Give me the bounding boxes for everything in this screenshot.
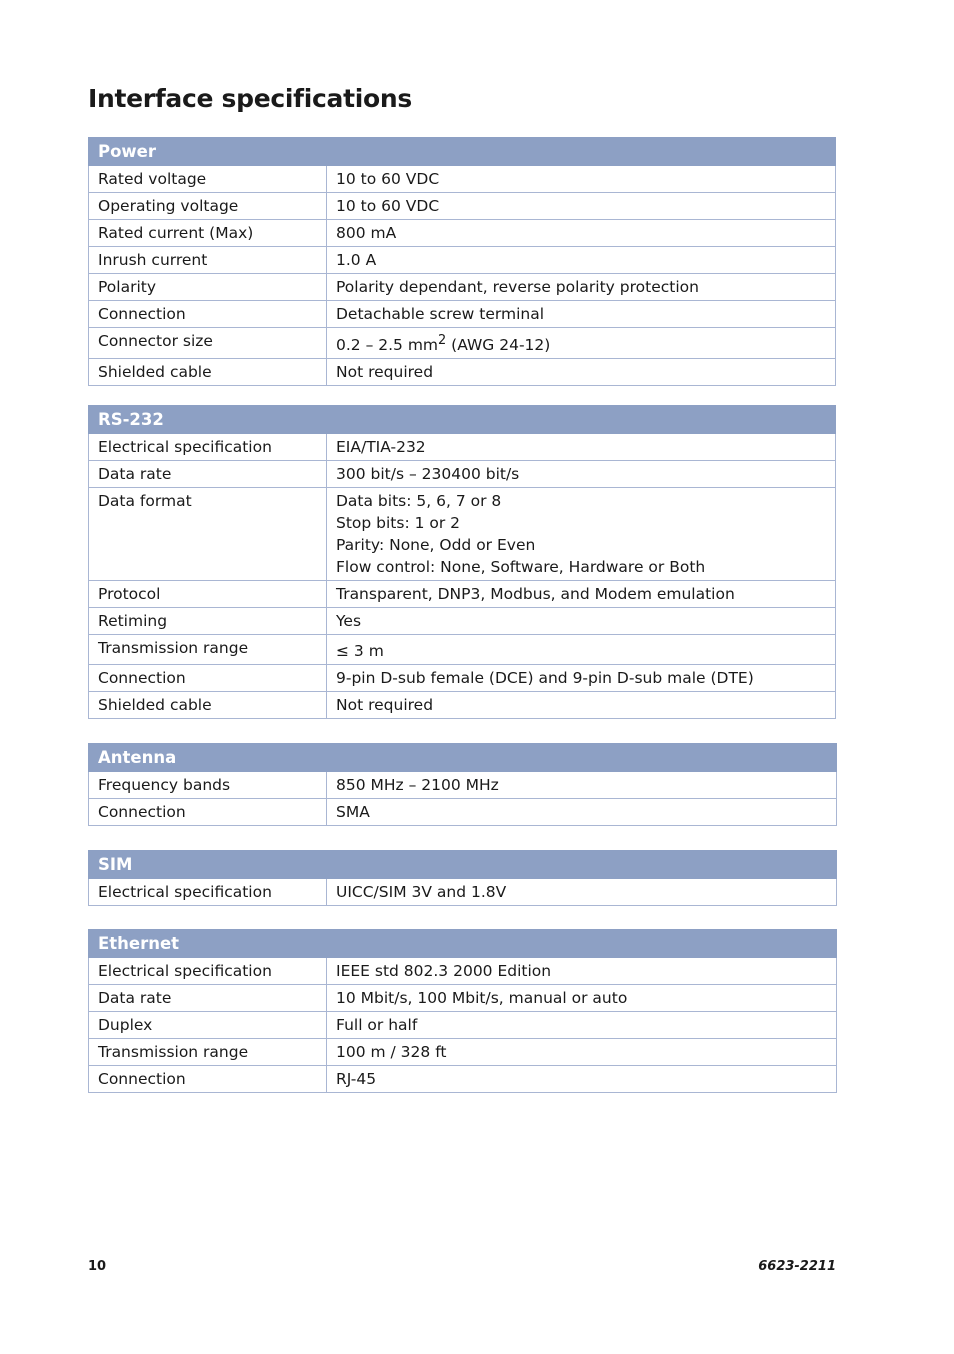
table-row bbox=[89, 665, 836, 692]
page-number: 10 bbox=[88, 1259, 107, 1274]
spec-value: ≤ 3 m bbox=[327, 635, 836, 665]
spec-label: Rated current (Max) bbox=[89, 220, 327, 247]
section-header-ethernet: Ethernet bbox=[89, 930, 837, 958]
spec-label: Shielded cable bbox=[89, 359, 327, 386]
spec-value: EIA/TIA-232 bbox=[327, 434, 836, 461]
value-line: Stop bits: 1 or 2 bbox=[336, 514, 461, 532]
spec-value: 850 MHz – 2100 MHz bbox=[327, 772, 837, 799]
spec-label: Data rate bbox=[89, 461, 327, 488]
section-header-rs232: RS-232 bbox=[89, 406, 836, 434]
spec-value: SMA bbox=[327, 799, 837, 826]
spec-label: Connection bbox=[89, 799, 327, 826]
antenna-table bbox=[88, 743, 837, 826]
table-row bbox=[89, 359, 836, 386]
spec-value: IEEE std 802.3 2000 Edition bbox=[327, 958, 837, 985]
spec-label: Retiming bbox=[89, 608, 327, 635]
spec-label: Polarity bbox=[89, 274, 327, 301]
spec-label: Transmission range bbox=[89, 1039, 327, 1066]
value-line: Parity: None, Odd or Even bbox=[336, 536, 536, 554]
spec-value: 800 mA bbox=[327, 220, 836, 247]
spec-value: 300 bit/s – 230400 bit/s bbox=[327, 461, 836, 488]
table-row bbox=[89, 799, 837, 826]
value-text: 0.2 – 2.5 mm bbox=[336, 336, 439, 355]
table-row bbox=[89, 635, 836, 665]
spec-label: Shielded cable bbox=[89, 692, 327, 719]
table-row bbox=[89, 1039, 837, 1066]
document-number: 6623-2211 bbox=[758, 1259, 836, 1274]
power-table bbox=[88, 137, 836, 386]
value-line: Data bits: 5, 6, 7 or 8 bbox=[336, 492, 502, 510]
spec-value bbox=[327, 488, 836, 581]
spec-label: Data rate bbox=[89, 985, 327, 1012]
spec-label: Protocol bbox=[89, 581, 327, 608]
value-text: (AWG 24-12) bbox=[446, 336, 551, 355]
sim-table bbox=[88, 850, 837, 906]
spec-value: 10 to 60 VDC bbox=[327, 166, 836, 193]
table-row bbox=[89, 1066, 837, 1093]
spec-label: Data format bbox=[89, 488, 327, 581]
spec-value: 1.0 A bbox=[327, 247, 836, 274]
table-row bbox=[89, 772, 837, 799]
table-row bbox=[89, 461, 836, 488]
table-row bbox=[89, 958, 837, 985]
spec-value bbox=[327, 328, 836, 359]
spec-value: Not required bbox=[327, 359, 836, 386]
spec-value: 100 m / 328 ft bbox=[327, 1039, 837, 1066]
spec-value: Detachable screw terminal bbox=[327, 301, 836, 328]
table-row bbox=[89, 247, 836, 274]
spec-label: Rated voltage bbox=[89, 166, 327, 193]
spec-label: Electrical specification bbox=[89, 958, 327, 985]
section-header-sim: SIM bbox=[89, 851, 837, 879]
table-row bbox=[89, 274, 836, 301]
spec-label: Frequency bands bbox=[89, 772, 327, 799]
spec-label: Electrical specification bbox=[89, 434, 327, 461]
spec-value: 10 Mbit/s, 100 Mbit/s, manual or auto bbox=[327, 985, 837, 1012]
table-row bbox=[89, 220, 836, 247]
section-header-power: Power bbox=[89, 138, 836, 166]
table-row bbox=[89, 434, 836, 461]
spec-value: Yes bbox=[327, 608, 836, 635]
spec-label: Electrical specification bbox=[89, 879, 327, 906]
spec-value: Full or half bbox=[327, 1012, 837, 1039]
spec-value: Not required bbox=[327, 692, 836, 719]
spec-label: Connector size bbox=[89, 328, 327, 359]
spec-label: Connection bbox=[89, 665, 327, 692]
section-header-antenna: Antenna bbox=[89, 744, 837, 772]
spec-value: Polarity dependant, reverse polarity protection bbox=[327, 274, 836, 301]
table-row bbox=[89, 301, 836, 328]
table-row bbox=[89, 985, 837, 1012]
spec-value: UICC/SIM 3V and 1.8V bbox=[327, 879, 837, 906]
rs232-table bbox=[88, 405, 836, 719]
table-row bbox=[89, 328, 836, 359]
spec-value: 10 to 60 VDC bbox=[327, 193, 836, 220]
spec-value: 9-pin D-sub female (DCE) and 9-pin D-sub male (DTE) bbox=[327, 665, 836, 692]
spec-label: Connection bbox=[89, 301, 327, 328]
table-row bbox=[89, 488, 836, 581]
spec-label: Connection bbox=[89, 1066, 327, 1093]
spec-value: Transparent, DNP3, Modbus, and Modem emulation bbox=[327, 581, 836, 608]
table-row bbox=[89, 608, 836, 635]
page-title: Interface specifications bbox=[88, 84, 412, 113]
table-row bbox=[89, 581, 836, 608]
table-row bbox=[89, 166, 836, 193]
spec-label: Duplex bbox=[89, 1012, 327, 1039]
spec-label: Transmission range bbox=[89, 635, 327, 665]
value-line: Flow control: None, Software, Hardware or Both bbox=[336, 558, 706, 576]
table-row bbox=[89, 692, 836, 719]
spec-label: Inrush current bbox=[89, 247, 327, 274]
spec-label: Operating voltage bbox=[89, 193, 327, 220]
superscript: 2 bbox=[438, 333, 447, 348]
table-row bbox=[89, 1012, 837, 1039]
spec-value: RJ-45 bbox=[327, 1066, 837, 1093]
table-row bbox=[89, 879, 837, 906]
ethernet-table bbox=[88, 929, 837, 1093]
table-row bbox=[89, 193, 836, 220]
